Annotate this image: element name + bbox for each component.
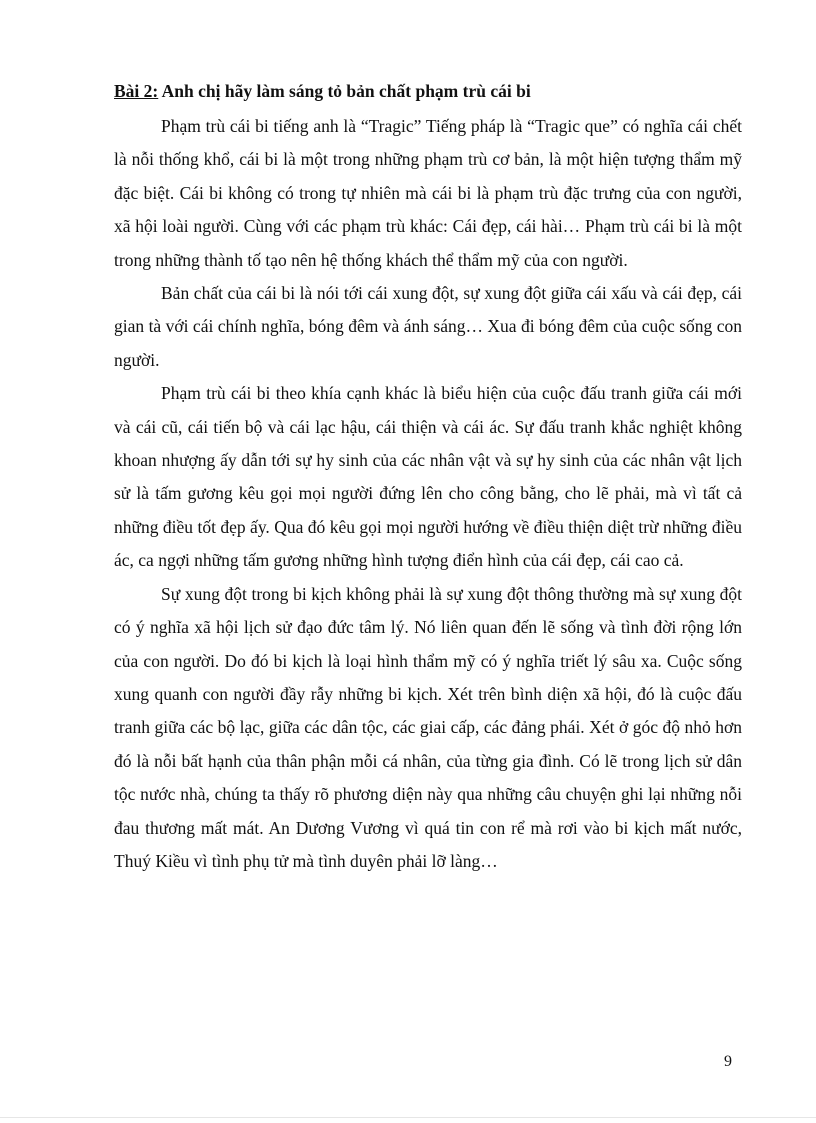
page-content [114,78,742,878]
heading-title: Anh chị hãy làm sáng tỏ bản chất phạm trù cái bi [158,81,531,101]
section-heading [114,78,742,104]
paragraph-4: Sự xung đột trong bi kịch không phải là sự xung đột thông thường mà sự xung đột có ý nghĩa xã hội lịch sử đạo đức tâm lý. Nó liên quan đến lẽ sống và tình đời rộng lớn của con người. Do đó bi kịch là loại hình thẩm mỹ có ý nghĩa triết lý sâu xa. Cuộc sống xung quanh con người đầy rẫy những bi kịch. Xét trên bình diện xã hội, đó là cuộc đấu tranh giữa các bộ lạc, giữa các dân tộc, các giai cấp, các đảng phái. Xét ở góc độ nhỏ hơn đó là nỗi bất hạnh của thân phận mỗi cá nhân, của từng gia đình. Có lẽ trong lịch sử dân tộc nước nhà, chúng ta thấy rõ phương diện này qua những câu chuyện ghi lại những nỗi đau thương mất mát. An Dương Vương vì quá tin con rể mà rơi vào bi kịch mất nước, Thuý Kiều vì tình phụ tử mà tình duyên phải lỡ làng… [114,583,742,871]
heading-label: Bài 2: [114,81,159,101]
paragraph-3: Phạm trù cái bi theo khía cạnh khác là biểu hiện của cuộc đấu tranh giữa cái mới và cái cũ, cái tiến bộ và cái lạc hậu, cái thiện và cái ác. Sự đấu tranh khắc nghiệt không khoan nhượng ấy dẫn tới sự hy sinh của các nhân vật và sự hy sinh của các nhân vật lịch sử là tấm gương kêu gọi mọi người đứng lên cho công bằng, cho lẽ phải, mà vì tất cả những điều tốt đẹp ấy. Qua đó kêu gọi mọi người hướng về điều thiện diệt trừ những điều ác, ca ngợi những tấm gương những hình tượng điển hình của cái đẹp, cái cao cả. [114,383,742,571]
page-number: 9 [724,1053,732,1070]
page-bottom-edge [0,1117,816,1118]
paragraph-2: Bản chất của cái bi là nói tới cái xung đột, sự xung đột giữa cái xấu và cái đẹp, cái gian tà với cái chính nghĩa, bóng đêm và ánh sáng… Xua đi bóng đêm của cuộc sống con người. [114,283,742,370]
paragraph-1: Phạm trù cái bi tiếng anh là “Tragic” Tiếng pháp là “Tragic que” có nghĩa cái chết là nỗi thống khổ, cái bi là một trong những phạm trù cơ bản, là một hiện tượng thẩm mỹ đặc biệt. Cái bi không có trong tự nhiên mà cái bi là phạm trù đặc trưng của con người, xã hội loài người. Cùng với các phạm trù khác: Cái đẹp, cái hài… Phạm trù cái bi là một trong những thành tố tạo nên hệ thống khách thể thẩm mỹ của con người. [114,116,742,270]
